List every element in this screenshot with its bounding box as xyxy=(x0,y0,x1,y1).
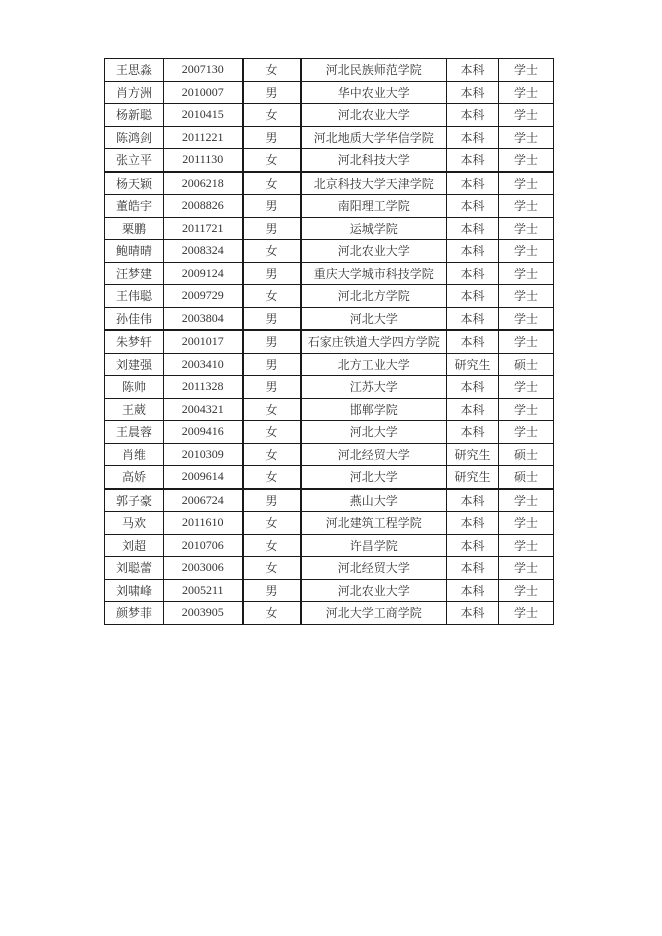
cell-name: 汪梦建 xyxy=(105,262,164,285)
cell-education-level: 本科 xyxy=(447,285,499,308)
cell-degree: 学士 xyxy=(499,330,554,353)
cell-degree: 学士 xyxy=(499,81,554,104)
cell-student-id: 2011130 xyxy=(164,149,243,172)
cell-university: 华中农业大学 xyxy=(301,81,447,104)
cell-gender: 男 xyxy=(243,330,301,353)
cell-education-level: 本科 xyxy=(447,330,499,353)
table-row xyxy=(105,81,554,104)
cell-gender: 女 xyxy=(243,466,301,489)
cell-student-id: 2011328 xyxy=(164,376,243,399)
cell-name: 董皓宇 xyxy=(105,195,164,218)
student-table xyxy=(104,58,554,625)
cell-gender: 女 xyxy=(243,240,301,263)
cell-gender: 女 xyxy=(243,557,301,580)
cell-student-id: 2005211 xyxy=(164,579,243,602)
cell-degree: 学士 xyxy=(499,534,554,557)
cell-student-id: 2003804 xyxy=(164,307,243,330)
cell-degree: 学士 xyxy=(499,512,554,535)
cell-education-level: 本科 xyxy=(447,195,499,218)
cell-university: 河北大学 xyxy=(301,307,447,330)
cell-degree: 学士 xyxy=(499,126,554,149)
cell-name: 刘建强 xyxy=(105,353,164,376)
cell-gender: 男 xyxy=(243,376,301,399)
cell-university: 北京科技大学天津学院 xyxy=(301,172,447,195)
table-row xyxy=(105,579,554,602)
cell-gender: 男 xyxy=(243,217,301,240)
table-row xyxy=(105,376,554,399)
cell-student-id: 2009124 xyxy=(164,262,243,285)
table-row xyxy=(105,217,554,240)
cell-university: 燕山大学 xyxy=(301,489,447,512)
cell-university: 北方工业大学 xyxy=(301,353,447,376)
cell-student-id: 2008324 xyxy=(164,240,243,263)
cell-student-id: 2003006 xyxy=(164,557,243,580)
cell-university: 南阳理工学院 xyxy=(301,195,447,218)
cell-education-level: 本科 xyxy=(447,262,499,285)
cell-name: 高娇 xyxy=(105,466,164,489)
cell-name: 刘超 xyxy=(105,534,164,557)
cell-gender: 男 xyxy=(243,489,301,512)
table-row xyxy=(105,534,554,557)
table-row xyxy=(105,602,554,625)
cell-education-level: 本科 xyxy=(447,421,499,444)
cell-education-level: 本科 xyxy=(447,149,499,172)
table-row xyxy=(105,489,554,512)
cell-name: 肖方洲 xyxy=(105,81,164,104)
table-row xyxy=(105,421,554,444)
cell-gender: 女 xyxy=(243,172,301,195)
cell-name: 王伟聪 xyxy=(105,285,164,308)
cell-education-level: 本科 xyxy=(447,104,499,127)
cell-university: 河北地质大学华信学院 xyxy=(301,126,447,149)
cell-gender: 女 xyxy=(243,421,301,444)
cell-student-id: 2009614 xyxy=(164,466,243,489)
cell-degree: 学士 xyxy=(499,489,554,512)
cell-degree: 学士 xyxy=(499,149,554,172)
cell-education-level: 研究生 xyxy=(447,443,499,466)
cell-degree: 学士 xyxy=(499,104,554,127)
cell-name: 陈帅 xyxy=(105,376,164,399)
cell-gender: 男 xyxy=(243,307,301,330)
cell-name: 杨新聪 xyxy=(105,104,164,127)
cell-gender: 男 xyxy=(243,353,301,376)
cell-education-level: 本科 xyxy=(447,398,499,421)
cell-student-id: 2007130 xyxy=(164,59,243,82)
cell-gender: 男 xyxy=(243,81,301,104)
table-row xyxy=(105,240,554,263)
table-row xyxy=(105,104,554,127)
cell-degree: 学士 xyxy=(499,285,554,308)
cell-student-id: 2010309 xyxy=(164,443,243,466)
cell-name: 鲍晴晴 xyxy=(105,240,164,263)
table-row xyxy=(105,466,554,489)
cell-university: 河北科技大学 xyxy=(301,149,447,172)
table-row xyxy=(105,330,554,353)
cell-name: 王思淼 xyxy=(105,59,164,82)
cell-student-id: 2011721 xyxy=(164,217,243,240)
cell-degree: 学士 xyxy=(499,307,554,330)
table-row xyxy=(105,353,554,376)
table-row xyxy=(105,126,554,149)
table-row xyxy=(105,398,554,421)
cell-gender: 女 xyxy=(243,59,301,82)
cell-university: 河北农业大学 xyxy=(301,240,447,263)
cell-degree: 学士 xyxy=(499,59,554,82)
cell-degree: 学士 xyxy=(499,398,554,421)
cell-gender: 男 xyxy=(243,126,301,149)
cell-degree: 学士 xyxy=(499,195,554,218)
cell-education-level: 本科 xyxy=(447,217,499,240)
cell-gender: 女 xyxy=(243,398,301,421)
cell-education-level: 本科 xyxy=(447,81,499,104)
cell-university: 邯郸学院 xyxy=(301,398,447,421)
cell-education-level: 本科 xyxy=(447,376,499,399)
cell-education-level: 本科 xyxy=(447,512,499,535)
table-row xyxy=(105,512,554,535)
cell-name: 陈鸿剑 xyxy=(105,126,164,149)
cell-university: 河北大学 xyxy=(301,421,447,444)
cell-education-level: 本科 xyxy=(447,579,499,602)
cell-student-id: 2009416 xyxy=(164,421,243,444)
cell-name: 王葳 xyxy=(105,398,164,421)
cell-university: 运城学院 xyxy=(301,217,447,240)
cell-university: 河北经贸大学 xyxy=(301,443,447,466)
cell-student-id: 2008826 xyxy=(164,195,243,218)
cell-university: 江苏大学 xyxy=(301,376,447,399)
cell-education-level: 研究生 xyxy=(447,353,499,376)
cell-education-level: 本科 xyxy=(447,557,499,580)
cell-student-id: 2011610 xyxy=(164,512,243,535)
cell-education-level: 本科 xyxy=(447,534,499,557)
cell-gender: 男 xyxy=(243,195,301,218)
cell-name: 栗鹏 xyxy=(105,217,164,240)
table-row xyxy=(105,59,554,82)
cell-gender: 女 xyxy=(243,512,301,535)
cell-name: 张立平 xyxy=(105,149,164,172)
student-table-body xyxy=(105,59,554,625)
cell-student-id: 2011221 xyxy=(164,126,243,149)
cell-university: 河北北方学院 xyxy=(301,285,447,308)
cell-student-id: 2006724 xyxy=(164,489,243,512)
cell-degree: 学士 xyxy=(499,262,554,285)
cell-university: 河北经贸大学 xyxy=(301,557,447,580)
cell-gender: 女 xyxy=(243,602,301,625)
cell-university: 河北大学工商学院 xyxy=(301,602,447,625)
cell-student-id: 2009729 xyxy=(164,285,243,308)
cell-education-level: 研究生 xyxy=(447,466,499,489)
cell-degree: 硕士 xyxy=(499,443,554,466)
cell-degree: 学士 xyxy=(499,240,554,263)
table-row xyxy=(105,195,554,218)
cell-gender: 男 xyxy=(243,579,301,602)
cell-degree: 学士 xyxy=(499,172,554,195)
cell-student-id: 2001017 xyxy=(164,330,243,353)
cell-name: 刘聪蕾 xyxy=(105,557,164,580)
cell-degree: 学士 xyxy=(499,579,554,602)
cell-student-id: 2010415 xyxy=(164,104,243,127)
cell-gender: 女 xyxy=(243,285,301,308)
cell-name: 颜梦菲 xyxy=(105,602,164,625)
cell-student-id: 2003410 xyxy=(164,353,243,376)
cell-university: 河北大学 xyxy=(301,466,447,489)
table-row xyxy=(105,262,554,285)
cell-degree: 硕士 xyxy=(499,353,554,376)
cell-gender: 女 xyxy=(243,443,301,466)
cell-name: 孙佳伟 xyxy=(105,307,164,330)
cell-name: 肖维 xyxy=(105,443,164,466)
cell-name: 郭子豪 xyxy=(105,489,164,512)
cell-university: 石家庄铁道大学四方学院 xyxy=(301,330,447,353)
cell-university: 许昌学院 xyxy=(301,534,447,557)
cell-university: 河北农业大学 xyxy=(301,104,447,127)
cell-gender: 女 xyxy=(243,534,301,557)
cell-education-level: 本科 xyxy=(447,172,499,195)
cell-name: 马欢 xyxy=(105,512,164,535)
cell-university: 河北民族师范学院 xyxy=(301,59,447,82)
cell-education-level: 本科 xyxy=(447,240,499,263)
cell-name: 朱梦轩 xyxy=(105,330,164,353)
table-row xyxy=(105,285,554,308)
cell-education-level: 本科 xyxy=(447,59,499,82)
cell-degree: 学士 xyxy=(499,376,554,399)
cell-name: 杨天颖 xyxy=(105,172,164,195)
cell-degree: 学士 xyxy=(499,602,554,625)
cell-university: 重庆大学城市科技学院 xyxy=(301,262,447,285)
cell-education-level: 本科 xyxy=(447,602,499,625)
table-row xyxy=(105,149,554,172)
cell-degree: 硕士 xyxy=(499,466,554,489)
cell-university: 河北建筑工程学院 xyxy=(301,512,447,535)
cell-degree: 学士 xyxy=(499,217,554,240)
cell-education-level: 本科 xyxy=(447,307,499,330)
cell-student-id: 2004321 xyxy=(164,398,243,421)
cell-name: 刘啸峰 xyxy=(105,579,164,602)
cell-gender: 女 xyxy=(243,149,301,172)
cell-student-id: 2010007 xyxy=(164,81,243,104)
cell-student-id: 2003905 xyxy=(164,602,243,625)
cell-name: 王晨蓉 xyxy=(105,421,164,444)
table-row xyxy=(105,557,554,580)
table-row xyxy=(105,443,554,466)
cell-degree: 学士 xyxy=(499,421,554,444)
table-row xyxy=(105,172,554,195)
cell-university: 河北农业大学 xyxy=(301,579,447,602)
cell-gender: 男 xyxy=(243,262,301,285)
cell-student-id: 2010706 xyxy=(164,534,243,557)
cell-education-level: 本科 xyxy=(447,489,499,512)
table-row xyxy=(105,307,554,330)
cell-degree: 学士 xyxy=(499,557,554,580)
cell-gender: 女 xyxy=(243,104,301,127)
cell-education-level: 本科 xyxy=(447,126,499,149)
cell-student-id: 2006218 xyxy=(164,172,243,195)
